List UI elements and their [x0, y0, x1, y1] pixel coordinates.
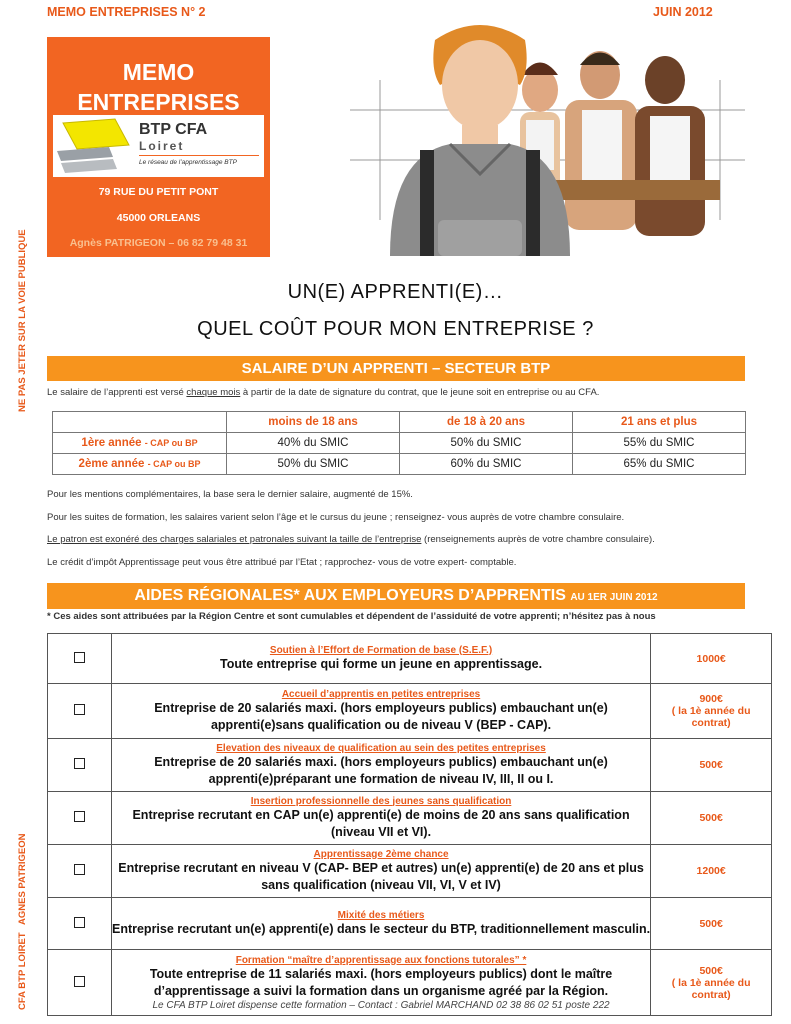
salary-section-bar: SALAIRE D’UN APPRENTI – SECTEUR BTP: [47, 356, 745, 381]
headline-1: UN(E) APPRENTI(E)…: [287, 281, 504, 303]
table-row: Mixité des métiers Entreprise recrutant un(e) apprenti(e) dans le secteur du BTP, traditionnellement masculin. 500€: [48, 898, 772, 950]
memo-title-line2: ENTREPRISES: [77, 89, 240, 115]
checkbox[interactable]: [74, 652, 85, 663]
checkbox[interactable]: [74, 704, 85, 715]
logo-sub: Loiret: [139, 139, 185, 153]
note-exoneration: Le patron est exonéré des charges salariales et patronales suivant la taille de l’entreprise (renseignements auprès de votre chambre consulaire).: [47, 534, 655, 545]
aids-table: [47, 633, 772, 1016]
salary-table: [52, 411, 746, 475]
table-row: Formation “maître d’apprentissage aux fonctions tutorales” * Toute entreprise de 11 salariés maxi. (hors employeurs publics) dont le maître d’apprentissage a suivi la formation dans un organisme agréé par la Région. Le CFA BTP Loiret dispense cette formation – Contact : Gabriel MARCHAND 02 38 86 02 51 poste 222 500€ ( la 1è année du contrat): [48, 950, 772, 1016]
workers-illustration: [350, 20, 745, 256]
note-mentions: Pour les mentions complémentaires, la base sera le dernier salaire, augmenté de 15%.: [47, 489, 413, 500]
col-under-18: moins de 18 ans: [227, 412, 400, 433]
table-row: Insertion professionnelle des jeunes sans qualification Entreprise recrutant en CAP un(e) apprenti(e) de moins de 20 ans sans qualification (niveau VII et VI). 500€: [48, 792, 772, 845]
logo-mark-icon: [53, 115, 133, 177]
btp-cfa-logo: [53, 115, 264, 177]
table-row: 2ème année - CAP ou BP 50% du SMIC 60% du SMIC 65% du SMIC: [53, 454, 746, 475]
table-row: Apprentissage 2ème chance Entreprise recrutant en niveau V (CAP- BEP et autres) un(e) apprenti(e) de 20 ans et plus sans qualification (niveau VII, VI, V et IV) 1200€: [48, 845, 772, 898]
checkbox[interactable]: [74, 864, 85, 875]
address-city: 45000 ORLEANS: [116, 212, 201, 224]
table-row: Accueil d’apprentis en petites entreprises Entreprise de 20 salariés maxi. (hors employeurs publics) embauchant un(e) apprenti(e)sans qualification ou de niveau V (BEP - CAP). 900€ ( la 1è année du contrat): [48, 684, 772, 739]
checkbox[interactable]: [74, 917, 85, 928]
address-street: 79 RUE DU PETIT PONT: [98, 186, 219, 198]
col-18-20: de 18 à 20 ans: [400, 412, 573, 433]
memo-number: MEMO ENTREPRISES N° 2: [47, 5, 206, 19]
checkbox[interactable]: [74, 758, 85, 769]
col-21-plus: 21 ans et plus: [573, 412, 746, 433]
side-text-top: NE PAS JETER SUR LA VOIE PUBLIQUE: [17, 229, 28, 412]
salary-intro: Le salaire de l’apprenti est versé chaque mois à partir de la date de signature du contrat, que le jeune soit en entreprise ou au CFA.: [47, 387, 600, 398]
table-row: Soutien à l’Effort de Formation de base (S.E.F.) Toute entreprise qui forme un jeune en apprentissage. 1000€: [48, 634, 772, 684]
issue-date: JUIN 2012: [653, 5, 713, 19]
side-text-cfa: CFA BTP LOIRET: [17, 932, 28, 1010]
checkbox[interactable]: [74, 811, 85, 822]
aids-footnote: * Ces aides sont attribuées par la Région Centre et sont cumulables et dépendent de l’assiduité de votre apprenti; n’hésitez pas à nous: [47, 611, 656, 622]
contact-line: Agnès PATRIGEON – 06 82 79 48 31: [69, 237, 248, 249]
logo-tagline: Le réseau de l’apprentissage BTP: [139, 159, 237, 166]
table-row: 1ère année - CAP ou BP 40% du SMIC 50% du SMIC 55% du SMIC: [53, 433, 746, 454]
memo-box: [47, 37, 270, 257]
memo-title-line1: MEMO: [122, 59, 195, 85]
note-suites: Pour les suites de formation, les salaires varient selon l’âge et le cursus du jeune ; renseignez- vous auprès de votre chambre consulaire.: [47, 512, 625, 523]
side-text-agnes: AGNES PATRIGEON: [17, 833, 28, 925]
table-row: Elevation des niveaux de qualification au sein des petites entreprises Entreprise de 20 salariés maxi. (hors employeurs publics) embauchant un(e) apprenti(e)préparant une formation de niveau IV, III, II ou I. 500€: [48, 739, 772, 792]
headline-2: QUEL COÛT POUR MON ENTREPRISE ?: [197, 318, 594, 340]
logo-name: BTP CFA: [139, 121, 208, 138]
note-credit: Le crédit d’impôt Apprentissage peut vous être attribué par l’Etat ; rapprochez- vous de votre expert- comptable.: [47, 557, 517, 568]
checkbox[interactable]: [74, 976, 85, 987]
aids-section-bar: AIDES RÉGIONALES* AUX EMPLOYEURS D’APPRENTIS AU 1ER JUIN 2012: [47, 583, 745, 609]
